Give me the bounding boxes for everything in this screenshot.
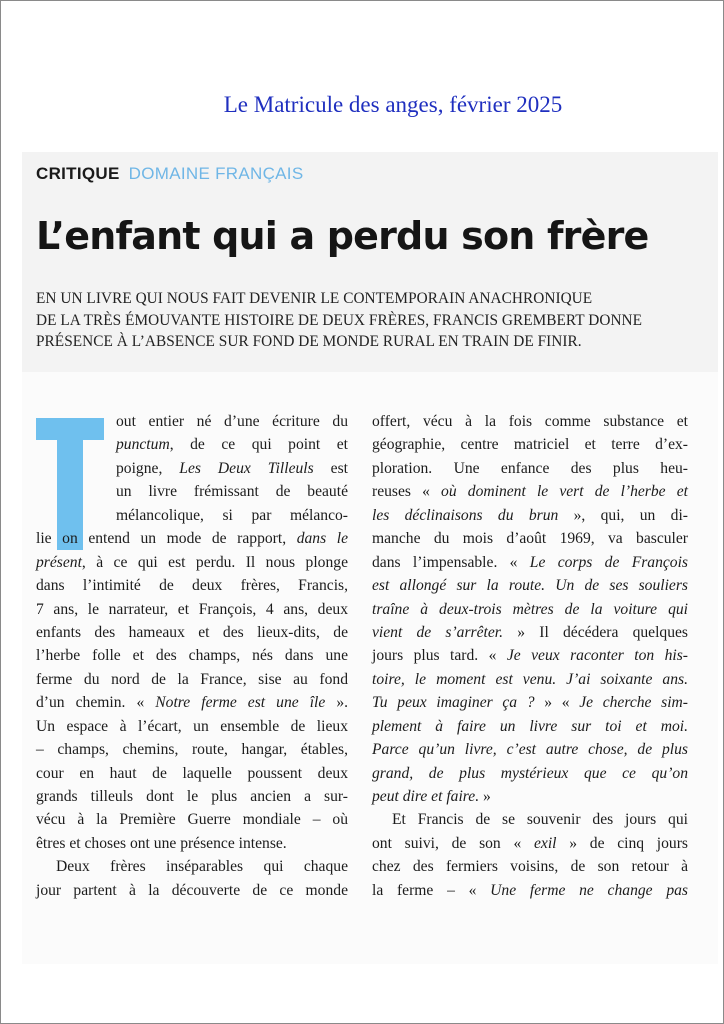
text-line: offert, vécu à la fois comme substance et	[372, 413, 688, 430]
text-line: vécu à la Première Guerre mondiale – où	[36, 811, 348, 829]
text-line: ont suivi, de son « exil » de cinq jours	[372, 834, 688, 852]
text-line: vient de s’arrêter. » Il décédera quelques	[372, 623, 688, 641]
lead-line: PRÉSENCE À L’ABSENCE SUR FOND DE MONDE RURAL EN TRAIN DE FINIR.	[36, 333, 582, 350]
text-line: la ferme – « Une ferme ne change pas	[372, 881, 688, 899]
text-line: Un espace à l’écart, un ensemble de lieux	[36, 717, 348, 735]
rubric-sub: DOMAINE FRANÇAIS	[128, 164, 304, 183]
text-line: Deux frères inséparables qui chaque	[56, 858, 348, 876]
article-column-right	[372, 410, 688, 902]
text-line: grands tilleuls dont le plus ancien a sur-	[36, 788, 348, 805]
text-line: ploration. Une enfance des plus heu-	[372, 459, 688, 477]
text-line: – champs, chemins, route, hangar, étables,	[36, 741, 348, 759]
text-line: d’un chemin. « Notre ferme est une île ».	[36, 694, 349, 712]
text-line: jours plus tard. « Je veux raconter ton his-	[372, 647, 688, 665]
text-line: punctum, de ce qui point et	[116, 436, 348, 454]
text-line: grand, de plus mystérieux que ce qu’on	[372, 764, 688, 782]
text-line: dans l’intimité de deux frères, Francis,	[36, 577, 348, 595]
text-line: est allongé sur la route. Un de ses souliers	[372, 577, 688, 595]
text-line: Tu peux imaginer ça ? » « Je cherche sim-	[372, 694, 688, 712]
text-line: lie on entend un mode de rapport, dans le	[36, 530, 348, 548]
article-title: L’enfant qui a perdu son frère	[36, 214, 649, 258]
text-line: l’herbe folle et des champs, nés dans une	[36, 647, 348, 665]
text-line: cour en haut de laquelle poussent deux	[36, 764, 348, 782]
text-line: 7 ans, le narrateur, et François, 4 ans, deux	[36, 600, 348, 618]
text-line: un livre frémissant de beauté	[116, 483, 348, 501]
lead-line: EN UN LIVRE QUI NOUS FAIT DEVENIR LE CONTEMPORAIN ANACHRONIQUE	[36, 290, 593, 307]
text-line: jour partent à la découverte de ce monde	[36, 881, 348, 899]
text-line: manche du mois d’août 1969, va basculer	[372, 530, 688, 548]
source-caption: Le Matricule des anges, février 2025	[223, 92, 563, 117]
article-header	[22, 152, 718, 372]
text-line: mélancolique, si par mélanco-	[116, 506, 348, 524]
text-line: toire, le moment est venu. J’ai soixante ans.	[372, 670, 688, 688]
text-line: ferme du nord de la France, sise au fond	[36, 670, 348, 688]
text-line: Et Francis de se souvenir des jours qui	[392, 811, 688, 829]
text-line: présent, à ce qui est perdu. Il nous plonge	[36, 553, 348, 571]
text-line: enfants des hameaux et des lieux-dits, de	[36, 623, 348, 641]
text-line: plement à faire un livre sur toi et moi.	[372, 717, 688, 735]
text-line: dans l’impensable. « Le corps de François	[372, 553, 688, 571]
article-lead	[36, 288, 724, 353]
text-line: reuses « où dominent le vert de l’herbe et	[372, 483, 688, 501]
text-line: géographie, centre matriciel et terre d’ex-	[372, 436, 688, 454]
text-line: les déclinaisons du brun », qui, un di-	[372, 506, 688, 524]
text-line: êtres et choses ont une présence intense.	[36, 834, 287, 852]
text-line: peut dire et faire. »	[372, 788, 491, 805]
text-line: out entier né d’une écriture du	[116, 413, 348, 430]
article-column-left	[36, 410, 348, 902]
lead-line: DE LA TRÈS ÉMOUVANTE HISTOIRE DE DEUX FRÈRES, FRANCIS GREMBERT DONNE	[36, 311, 643, 329]
text-line: chez des fermiers voisins, de son retour à	[372, 858, 688, 876]
rubric-main: CRITIQUE	[36, 164, 120, 183]
rubric	[36, 164, 303, 184]
text-line: Parce qu’un livre, c’est autre chose, de plus	[372, 741, 688, 759]
text-line: poigne, Les Deux Tilleuls est	[116, 459, 348, 477]
text-line: traîne à deux-trois mètres de la voiture qui	[372, 600, 688, 618]
